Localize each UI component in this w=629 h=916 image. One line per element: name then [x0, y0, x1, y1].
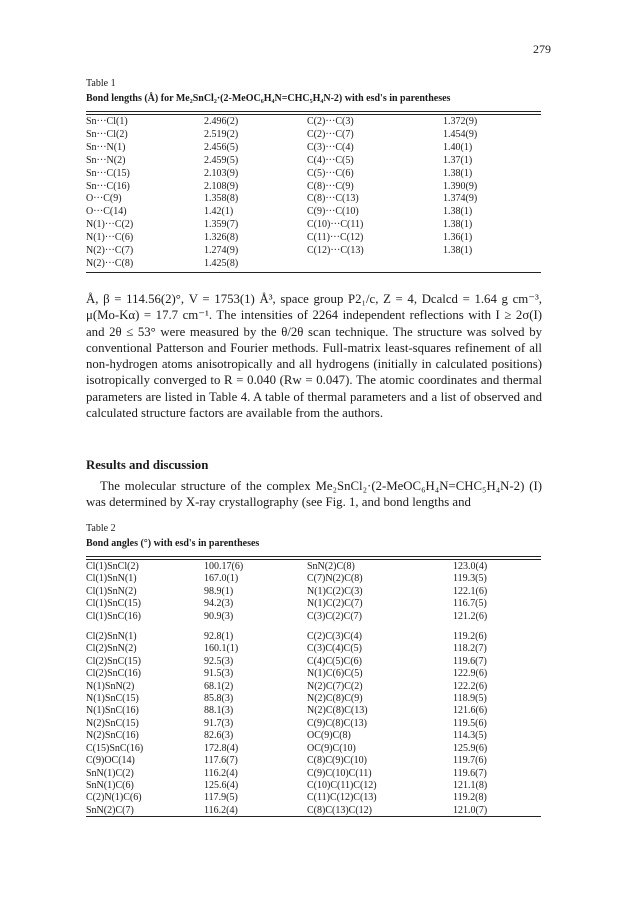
angle-cell-value: 88.1(3) — [204, 705, 234, 717]
table-row — [86, 245, 541, 258]
angle-cell-label: C(10)C(11)C(12) — [307, 779, 377, 791]
cell-value: 2.519(2) — [204, 128, 239, 140]
angle-table-row — [86, 668, 541, 680]
angle-cell-value: 125.9(6) — [453, 742, 488, 754]
angle-cell-value: 85.8(3) — [204, 693, 234, 705]
angle-cell-label: C(3)C(4)C(5) — [307, 643, 362, 655]
table2-top-rule — [86, 556, 541, 557]
angle-cell-label: Cl(2)SnC(15) — [86, 655, 141, 667]
angle-table-row — [86, 611, 541, 623]
cell-label: Sn···N(1) — [86, 141, 126, 153]
cell-label: Sn···C(16) — [86, 180, 130, 192]
table2-title: Table 2 — [86, 523, 116, 534]
table1-caption: Bond lengths (Å) for Me₂SnCl₂·(2-MeOC₆H₄N=CHC₅H₄N-2) with esd's in parentheses — [86, 93, 451, 104]
angle-table-row — [86, 586, 541, 598]
angle-cell-value: 121.0(7) — [453, 804, 488, 816]
angle-cell-value: 121.6(6) — [453, 705, 488, 717]
cell-value: 1.38(1) — [443, 206, 473, 218]
angle-table-row — [86, 755, 541, 767]
angle-cell-value: 119.2(6) — [453, 631, 487, 643]
angle-cell-value: 119.2(8) — [453, 792, 487, 804]
table1-top-rule — [86, 111, 541, 112]
cell-label: N(2)···C(7) — [86, 245, 134, 257]
section-heading: Results and discussion — [86, 458, 209, 472]
table-row — [86, 219, 541, 232]
angle-cell-value: 100.17(6) — [204, 561, 244, 572]
angle-cell-label: C(4)C(5)C(6) — [307, 655, 362, 667]
angle-cell-label: Cl(1)SnN(1) — [86, 573, 137, 585]
angle-cell-label: N(1)C(2)C(7) — [307, 598, 363, 610]
cell-value: 1.37(1) — [443, 154, 473, 166]
angle-table-row — [86, 693, 541, 705]
angle-cell-label: N(1)SnC(16) — [86, 705, 139, 717]
angle-cell-label: N(1)C(6)C(5) — [307, 668, 363, 680]
angle-cell-value: 122.1(6) — [453, 585, 488, 597]
angle-cell-value: 82.6(3) — [204, 730, 234, 742]
angle-cell-value: 119.6(7) — [453, 655, 487, 667]
angle-cell-value: 68.1(2) — [204, 680, 234, 692]
angle-cell-label: C(9)C(10)C(11) — [307, 767, 372, 779]
angle-table-row — [86, 718, 541, 730]
angle-cell-label: C(7)N(2)C(8) — [307, 573, 363, 585]
cell-label: C(12)···C(13) — [307, 245, 364, 257]
table2-bottom-rule — [86, 816, 541, 817]
angle-cell-label: SnN(2)C(7) — [86, 804, 134, 816]
cell-label: C(3)···C(4) — [307, 141, 354, 153]
cell-label: C(2)···C(7) — [307, 128, 354, 140]
cell-value: 1.374(9) — [443, 193, 478, 205]
angle-cell-value: 119.7(6) — [453, 755, 487, 767]
cell-value: 1.425(8) — [204, 257, 239, 269]
cell-value: 1.454(9) — [443, 128, 478, 140]
angle-cell-label: C(11)C(12)C(13) — [307, 792, 377, 804]
table-row — [86, 206, 541, 219]
cell-value: 1.390(9) — [443, 180, 478, 192]
angle-cell-value: 91.7(3) — [204, 717, 234, 729]
cell-label: C(4)···C(5) — [307, 154, 354, 166]
angle-table-row — [86, 743, 541, 755]
angle-cell-value: 160.1(1) — [204, 643, 239, 655]
angle-cell-value: 92.8(1) — [204, 631, 234, 643]
cell-value: 2.108(9) — [204, 180, 239, 192]
cell-label: C(8)···C(9) — [307, 180, 354, 192]
table1-title: Table 1 — [86, 78, 116, 89]
cell-label: O···C(9) — [86, 193, 122, 205]
cell-value: 1.326(8) — [204, 232, 239, 244]
table-row — [86, 155, 541, 168]
cell-label: C(2)···C(3) — [307, 116, 354, 127]
cell-value: 1.40(1) — [443, 141, 473, 153]
angle-cell-value: 122.9(6) — [453, 668, 488, 680]
angle-cell-label: Cl(2)SnC(16) — [86, 668, 141, 680]
angle-cell-label: SnN(1)C(6) — [86, 779, 134, 791]
table-row — [86, 129, 541, 142]
table-row — [86, 193, 541, 206]
angle-cell-label: N(2)SnC(16) — [86, 730, 139, 742]
angle-cell-label: N(2)C(8)C(9) — [307, 693, 363, 705]
table2-caption: Bond angles (°) with esd's in parentheses — [86, 538, 260, 549]
angle-cell-label: C(3)C(2)C(7) — [307, 610, 362, 622]
angle-cell-label: Cl(1)SnC(15) — [86, 598, 141, 610]
bond-angles-table — [86, 561, 541, 817]
angle-cell-value: 121.1(8) — [453, 779, 488, 791]
angle-cell-label: C(15)SnC(16) — [86, 742, 144, 754]
angle-cell-value: 91.5(3) — [204, 668, 234, 680]
page-number: 279 — [533, 42, 551, 56]
cell-value: 1.274(9) — [204, 245, 239, 257]
body-paragraph-1 — [86, 291, 542, 421]
angle-cell-label: SnN(2)C(8) — [307, 561, 355, 572]
angle-table-row — [86, 643, 541, 655]
angle-table-row — [86, 573, 541, 585]
angle-cell-label: Cl(1)SnCl(2) — [86, 561, 139, 572]
cell-value: 1.42(1) — [204, 206, 234, 218]
cell-value: 1.38(1) — [443, 245, 473, 257]
table-row — [86, 181, 541, 194]
cell-label: O···C(14) — [86, 206, 127, 218]
angle-table-row — [86, 730, 541, 742]
angle-cell-label: C(9)OC(14) — [86, 755, 135, 767]
cell-value: 2.456(5) — [204, 141, 239, 153]
table-row — [86, 168, 541, 181]
angle-table-row — [86, 681, 541, 693]
angle-cell-value: 125.6(4) — [204, 779, 239, 791]
angle-table-row — [86, 780, 541, 792]
body-paragraph-2 — [86, 478, 542, 511]
angle-cell-label: N(1)C(2)C(3) — [307, 585, 363, 597]
angle-cell-label: Cl(2)SnN(1) — [86, 631, 137, 643]
spacer-cell — [86, 623, 541, 631]
cell-value: 2.103(9) — [204, 167, 239, 179]
angle-table-row — [86, 792, 541, 804]
angle-cell-value: 121.2(6) — [453, 610, 488, 622]
angle-cell-value: 90.9(3) — [204, 610, 234, 622]
angle-cell-value: 119.5(6) — [453, 717, 487, 729]
cell-label: C(5)···C(6) — [307, 167, 354, 179]
cell-value: 2.496(2) — [204, 116, 239, 127]
cell-label: C(9)···C(10) — [307, 206, 359, 218]
angle-cell-value: 117.6(7) — [204, 755, 238, 767]
angle-cell-value: 118.2(7) — [453, 643, 487, 655]
angle-cell-value: 117.9(5) — [204, 792, 238, 804]
angle-cell-value: 119.3(5) — [453, 573, 487, 585]
angle-table-row — [86, 656, 541, 668]
angle-cell-label: C(9)C(8)C(13) — [307, 717, 367, 729]
cell-value: 1.358(8) — [204, 193, 239, 205]
angle-cell-label: N(2)SnC(15) — [86, 717, 139, 729]
angle-cell-value: 98.9(1) — [204, 585, 234, 597]
angle-cell-value: 116.7(5) — [453, 598, 487, 610]
cell-label — [307, 258, 443, 271]
table-row — [86, 116, 541, 129]
angle-cell-value: 118.9(5) — [453, 693, 487, 705]
group-spacer — [86, 623, 541, 631]
angle-cell-value: 116.2(4) — [204, 804, 238, 816]
angle-cell-label: N(1)SnN(2) — [86, 680, 135, 692]
angle-table-row — [86, 631, 541, 643]
cell-value: 1.38(1) — [443, 219, 473, 231]
cell-label: Sn···C(15) — [86, 167, 130, 179]
angle-cell-label: OC(9)C(8) — [307, 730, 351, 742]
angle-cell-value: 122.2(6) — [453, 680, 488, 692]
angle-cell-label: N(2)C(7)C(2) — [307, 680, 363, 692]
angle-cell-value: 172.8(4) — [204, 742, 239, 754]
experimental-paragraph: Å, β = 114.56(2)°, V = 1753(1) Å³, space group P2₁/c, Z = 4, Dcalcd = 1.64 g cm⁻³, μ(Mo-Kα) = 17.7 cm⁻¹. The intensities of 2264 independent reflections with I ≥ 2σ(I) and 2θ ≤ 53° were measured by the θ/2θ scan technique. The structure was solved by conventional Patterson and Fourier methods. Full-matrix least-squares refinement of all non-hydrogen atoms anisotropically and all hydrogens (initially in calculated positions) isotropically converged to R = 0.040 (Rw = 0.047). The atomic coordinates and thermal parameters are listed in Table 4. A table of thermal parameters and a list of observed and calculated structure factors are available from the authors. — [86, 292, 542, 421]
angle-cell-label: SnN(1)C(2) — [86, 767, 134, 779]
angle-cell-label: Cl(2)SnN(2) — [86, 643, 137, 655]
cell-label: C(11)···C(12) — [307, 232, 364, 244]
angle-cell-label: N(2)C(8)C(13) — [307, 705, 368, 717]
table2-header-rule — [86, 559, 541, 560]
angle-cell-label: Cl(1)SnC(16) — [86, 610, 141, 622]
results-paragraph: The molecular structure of the complex Me₂SnCl₂·(2-MeOC₆H₄N=CHC₅H₄N-2) (I) was determined by X-ray crystallography (see Fig. 1, and bond lengths and — [86, 479, 542, 510]
angle-table-row — [86, 561, 541, 573]
table-row — [86, 258, 541, 271]
angle-cell-value: 116.2(4) — [204, 767, 238, 779]
cell-label: N(1)···C(2) — [86, 219, 134, 231]
table1-header-rule — [86, 114, 541, 115]
angle-cell-label: C(8)C(9)C(10) — [307, 755, 367, 767]
cell-value: 1.36(1) — [443, 232, 473, 244]
angle-cell-label: C(2)C(3)C(4) — [307, 631, 362, 643]
angle-cell-value: 94.2(3) — [204, 598, 234, 610]
angle-cell-value: 123.0(4) — [453, 561, 488, 572]
angle-cell-value: 167.0(1) — [204, 573, 239, 585]
cell-label: N(1)···C(6) — [86, 232, 134, 244]
cell-label: C(8)···C(13) — [307, 193, 359, 205]
angle-table-row — [86, 598, 541, 610]
cell-label: Sn···Cl(2) — [86, 128, 128, 140]
angle-cell-label: C(8)C(13)C(12) — [307, 804, 372, 816]
angle-table-row — [86, 705, 541, 717]
cell-value — [443, 258, 541, 271]
angle-cell-value: 119.6(7) — [453, 767, 487, 779]
table-row — [86, 142, 541, 155]
angle-cell-label: OC(9)C(10) — [307, 742, 356, 754]
bond-lengths-table — [86, 116, 541, 271]
angle-cell-label: C(2)N(1)C(6) — [86, 792, 142, 804]
angle-cell-value: 114.3(5) — [453, 730, 487, 742]
cell-label: N(2)···C(8) — [86, 257, 134, 269]
table1-bottom-rule — [86, 272, 541, 273]
cell-label: Sn···N(2) — [86, 154, 126, 166]
table-row — [86, 232, 541, 245]
angle-cell-label: N(1)SnC(15) — [86, 693, 139, 705]
cell-label: Sn···Cl(1) — [86, 116, 128, 127]
cell-value: 1.38(1) — [443, 167, 473, 179]
angle-cell-value: 92.5(3) — [204, 655, 234, 667]
angle-table-row — [86, 768, 541, 780]
cell-value: 1.359(7) — [204, 219, 239, 231]
cell-value: 1.372(9) — [443, 116, 478, 127]
angle-cell-label: Cl(1)SnN(2) — [86, 585, 137, 597]
cell-value: 2.459(5) — [204, 154, 239, 166]
cell-label: C(10)···C(11) — [307, 219, 364, 231]
